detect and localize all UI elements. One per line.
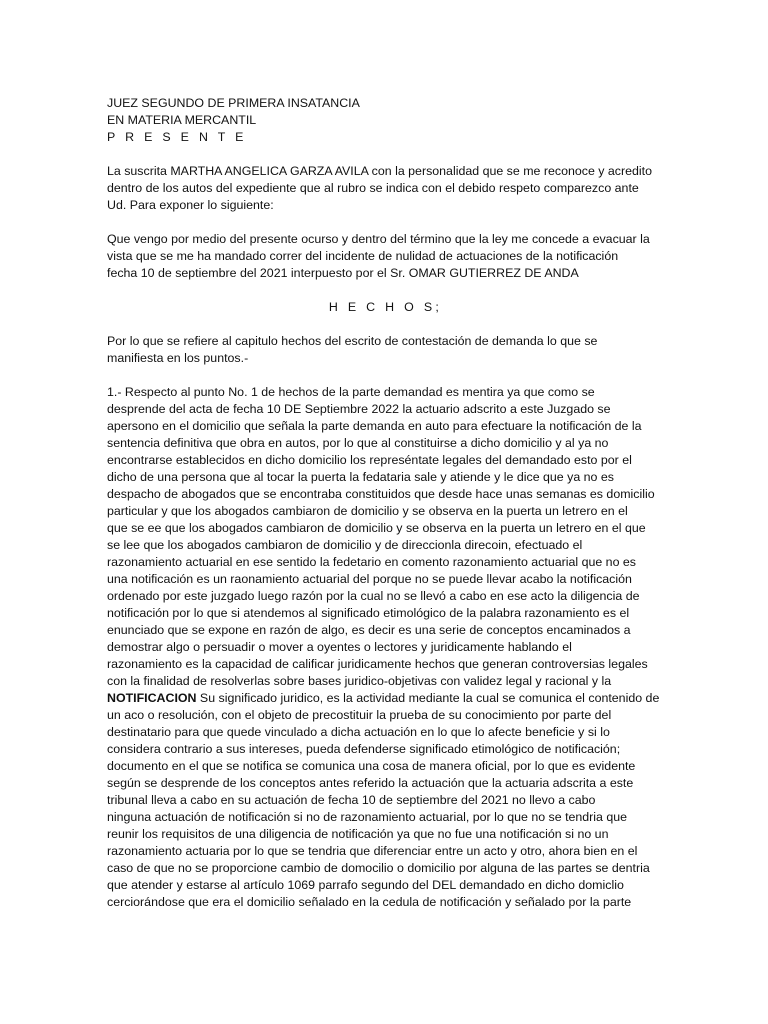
paragraph-line: despacho de abogados que se encontraba constituidos que desde hace unas semanas es domicilio [107, 487, 655, 501]
paragraph-line: Que vengo por medio del presente ocurso y dentro del término que la ley me concede a evacuar la [107, 232, 650, 246]
paragraph-line: notificación por lo que si atendemos al significado etimológico de la palabra razonamiento es el [107, 606, 630, 620]
paragraph-line: encontrarse establecidos en dicho domicilio los represéntate legales del demandado esto por el [107, 453, 632, 467]
paragraph-line: tribunal lleva a cabo en su actuación de fecha 10 de septiembre del 2021 no llevo a cabo [107, 793, 596, 807]
addressee-line-3: P R E S E N T E [107, 130, 247, 144]
paragraph-line: cerciorándose que era el domicilio señalado en la cedula de notificación y señalado por la parte [107, 895, 632, 909]
paragraph-line: que atender y estarse al artículo 1069 parrafo segundo del DEL demandado en dicho domiclio [107, 878, 624, 892]
addressee-line-1: JUEZ SEGUNDO DE PRIMERA INSATANCIA [107, 96, 360, 110]
paragraph-line: según se desprende de los conceptos antes referido la actuación que la actuaria adscrita a este [107, 776, 634, 790]
addressee-line-2: EN MATERIA MERCANTIL [107, 113, 257, 127]
paragraph-line: razonamiento actuarial en ese sentido la fedetario en comento razonamiento actuarial que no es [107, 555, 636, 569]
paragraph-line: demostrar algo o persuadir o mover a oyentes o lectores y juridicamente hablando el [107, 640, 572, 654]
request-paragraph [107, 231, 664, 282]
paragraph-line: caso de que no se proporcione cambio de domocilio o domicilio por alguna de las partes se dentria [107, 861, 650, 875]
paragraph-line: enunciado que se expone en razón de algo, es decir es una serie de conceptos encaminados a [107, 623, 631, 637]
paragraph-line: con la finalidad de resolverlas sobre bases juridico-objetivas con validez legal y racional y la [107, 674, 612, 688]
paragraph-line: razonamiento es la capacidad de calificar juridicamente hechos que generan controversias legales [107, 657, 648, 671]
paragraph-line: dicho de una persona que al tocar la puerta la fedataria sale y atiende y le dice que ya no es [107, 470, 614, 484]
point-1-lines-before [107, 384, 664, 690]
paragraph-line: 1.- Respecto al punto No. 1 de hechos de la parte demandad es mentira ya que como se [107, 385, 595, 399]
bold-line-rest: Su significado juridico, es la actividad mediante la cual se comunica el contenido de [196, 691, 660, 705]
paragraph-line: particular y que los abogados cambiaron de domicilio y se observa en la puerta un letrero en el [107, 504, 628, 518]
paragraph-line: Por lo que se refiere al capitulo hechos del escrito de contestación de demanda lo que se [107, 334, 598, 348]
chapter-paragraph [107, 333, 664, 367]
paragraph-line: documento en el que se notifica se comunica una cosa de manera oficial, por lo que es evidente [107, 759, 636, 773]
paragraph-line: una notificación es un raonamiento actuarial del porque no se puede llevar acabo la notificación [107, 572, 632, 586]
paragraph-line: razonamiento actuaria por lo que se tendria que diferenciar entre un acto y otro, ahora bien en el [107, 844, 638, 858]
paragraph-line [107, 690, 664, 707]
bold-term: NOTIFICACION [107, 691, 197, 705]
paragraph-line: sentencia definitiva que obra en autos, por lo que al constituirse a dicho domicilio y al ya no [107, 436, 609, 450]
paragraph-line: ninguna actuación de notificación si no de razonamiento actuarial, por lo que no se tendria que [107, 810, 628, 824]
paragraph-line: fecha 10 de septiembre del 2021 interpuesto por el Sr. OMAR GUTIERREZ DE ANDA [107, 266, 579, 280]
addressee-block [107, 95, 664, 146]
point-1-paragraph [107, 384, 664, 911]
paragraph-line: La suscrita MARTHA ANGELICA GARZA AVILA con la personalidad que se me reconoce y acredito [107, 164, 653, 178]
paragraph-line: se lee que los abogados cambiaron de domicilio y de direccionla direcoin, efectuado el [107, 538, 583, 552]
paragraph-line: Ud. Para exponer lo siguiente: [107, 198, 274, 212]
paragraph-line: dentro de los autos del expediente que al rubro se indica con el debido respeto comparezco ante [107, 181, 639, 195]
intro-paragraph [107, 163, 664, 214]
paragraph-line: vista que se me ha mandado correr del incidente de nulidad de actuaciones de la notificación [107, 249, 619, 263]
paragraph-line: que se ee que los abogados cambiaron de domicilio y se observa en la puerta un letrero en el que [107, 521, 646, 535]
paragraph-line: reunir los requisitos de una diligencia de notificación ya que no fue una notificación si no un [107, 827, 609, 841]
paragraph-line: un aco o resolución, con el objeto de precostituir la prueba de su conocimiento por parte del [107, 708, 612, 722]
paragraph-line: destinatario para que quede vinculado a dicha actuación en lo que lo afecte beneficie y si lo [107, 725, 610, 739]
paragraph-line: manifiesta en los puntos.- [107, 351, 249, 365]
section-heading: H E C H O S; [328, 300, 443, 314]
paragraph-line: desprende del acta de fecha 10 DE Septiembre 2022 la actuario adscrito a este Juzgado se [107, 402, 611, 416]
paragraph-line: apersono en el domicilio que señala la parte demanda en auto para efectuare la notificación de la [107, 419, 642, 433]
point-1-lines-after [107, 707, 664, 911]
paragraph-line: considera contrario a sus intereses, pueda defenderse significado etimológico de notificación; [107, 742, 621, 756]
paragraph-line: ordenado por este juzgado luego razón por la cual no se llevó a cabo en ese acto la diligencia de [107, 589, 640, 603]
